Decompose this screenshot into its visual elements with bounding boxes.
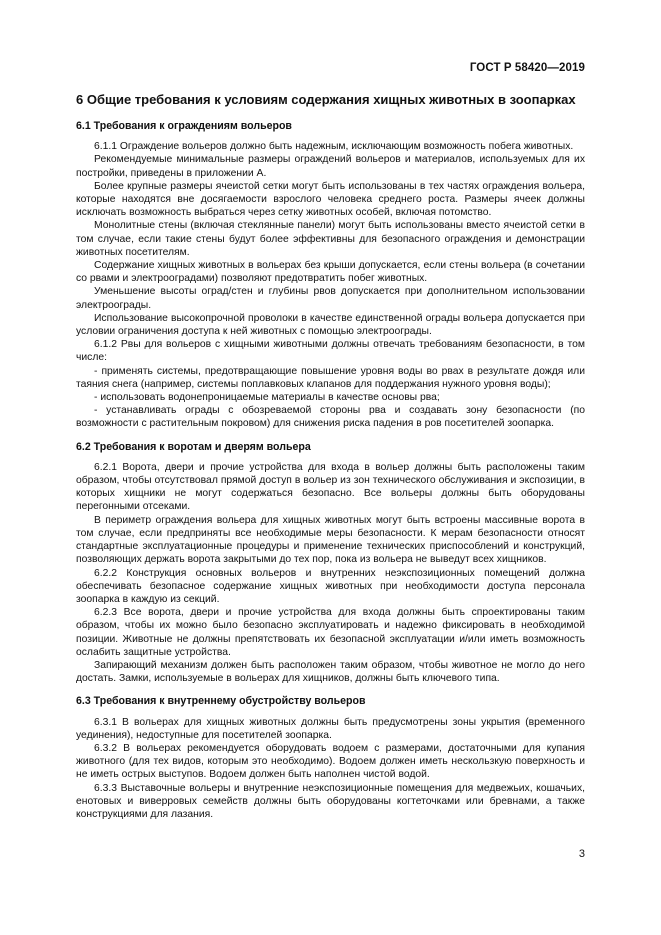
list-item: - применять системы, предотвращающие повышение уровня воды во рвах в результате дождя или таяния снега (например, системы поплавковых клапанов для поддержания нужного уровня воды); (76, 365, 585, 390)
paragraph: 6.1.2 Рвы для вольеров с хищными животными должны отвечать требованиям безопасности, в том числе: (76, 339, 585, 364)
paragraph: Содержание хищных животных в вольерах без крыши допускается, если стены вольера (в сочетании со рвами и электрооградами) позволяют предотвратить побег животных. (76, 260, 585, 285)
paragraph: Более крупные размеры ячеистой сетки могут быть использованы в тех частях ограждения вольера, которые находятся вне досягаемости взрослого человека среднего роста. Размеры ячеек должны исключать возможность выбраться через сетку животных особей, включая потомство. (76, 180, 585, 219)
section-title: 6 Общие требования к условиям содержания хищных животных в зоопарках (76, 92, 576, 107)
paragraph: Уменьшение высоты оград/стен и глубины рвов допускается при дополнительном использовании электроограды. (76, 286, 585, 311)
subsection-title: 6.2 Требования к воротам и дверям вольера (76, 440, 311, 453)
subsection-title: 6.1 Требования к ограждениям вольеров (76, 120, 292, 132)
paragraph: 6.3.2 В вольерах рекомендуется оборудовать водоем с размерами, достаточными для купания животного (для тех видов, которым это необходимо). Водоем должен иметь нескользкую поверхность и не иметь острых выступов. Водоем должен быть наполнен чистой водой. (76, 742, 585, 781)
document-code: ГОСТ Р 58420—2019 (469, 62, 585, 74)
subsection-6-3 (76, 695, 585, 821)
paragraph: 6.3.3 Выставочные вольеры и внутренние неэкспозиционные помещения для медвежьих, кошачьих, енотовых и виверровых семейств должны быть оборудованы когтеточками или бревнами, а также конструкциями для лазания. (76, 782, 585, 820)
paragraph: Запирающий механизм должен быть расположен таким образом, чтобы животное не могло до него достать. Замки, используемые в вольерах для хищников, должны быть ключевого типа. (76, 659, 585, 685)
subsection-6-1 (76, 120, 585, 431)
paragraph: 6.2.3 Все ворота, двери и прочие устройства для входа должны быть спроектированы таким образом, чтобы их можно было безопасно эксплуатировать и надежно фиксировать в необходимой позиции. Животные не должны препятствовать их безопасной эксплуатации и/или иметь возможность ослабить защитные устройства. (76, 607, 585, 658)
document-body (76, 92, 585, 831)
page-number: 3 (578, 848, 585, 860)
paragraph: В периметр ограждения вольера для хищных животных могут быть встроены массивные ворота в том случае, если предприняты все необходимые меры безопасности. К мерам безопасности относят стандартные эксплуатационные процедуры и применение технических приспособлений и конструкций, позволяющих держать ворота закрытыми до тех пор, пока из вольера не выведут всех хищников. (76, 514, 585, 566)
paragraph: 6.2.1 Ворота, двери и прочие устройства для входа в вольер должны быть расположены таким образом, чтобы отсутствовал прямой доступ в вольер из зон технического обслуживания и экспозиции, в которых хищники не могут содержаться безопасно. Все вольеры должны быть оборудованы перегонными отсеками. (76, 461, 585, 513)
paragraph: Рекомендуемые минимальные размеры ограждений вольеров и материалов, используемых для их постройки, приведены в приложении А. (76, 154, 585, 179)
paragraph: Использование высокопрочной проволоки в качестве единственной ограды вольера допускается при условии ограничения доступа к ней животных с помощью электроограды. (76, 312, 585, 338)
paragraph: 6.3.1 В вольерах для хищных животных должны быть предусмотрены зоны укрытия (временного уединения), недоступные для посетителей зоопарка. (76, 716, 585, 741)
paragraph: 6.2.2 Конструкция основных вольеров и внутренних неэкспозиционных помещений должна обеспечивать безопасное содержание хищных животных при необходимости доступа персонала зоопарка в каждую из секций. (76, 567, 585, 605)
list-item: - устанавливать ограды с обозреваемой стороны рва и создавать зону безопасности (по возможности с растительным покровом) для снижения риска падения в ров посетителей зоопарка. (76, 405, 585, 430)
list-item: - использовать водонепроницаемые материалы в качестве основы рва; (94, 392, 440, 404)
subsection-title: 6.3 Требования к внутреннему обустройству вольеров (76, 695, 366, 708)
subsection-6-2 (76, 441, 585, 686)
paragraph: Монолитные стены (включая стеклянные панели) могут быть использованы вместо ячеистой сетки в том случае, если такие стены будут более эффективны для безопасного ограждения и демонстрации животных посетителям. (76, 220, 585, 258)
paragraph: 6.1.1 Ограждение вольеров должно быть надежным, исключающим возможность побега животных. (94, 141, 574, 153)
